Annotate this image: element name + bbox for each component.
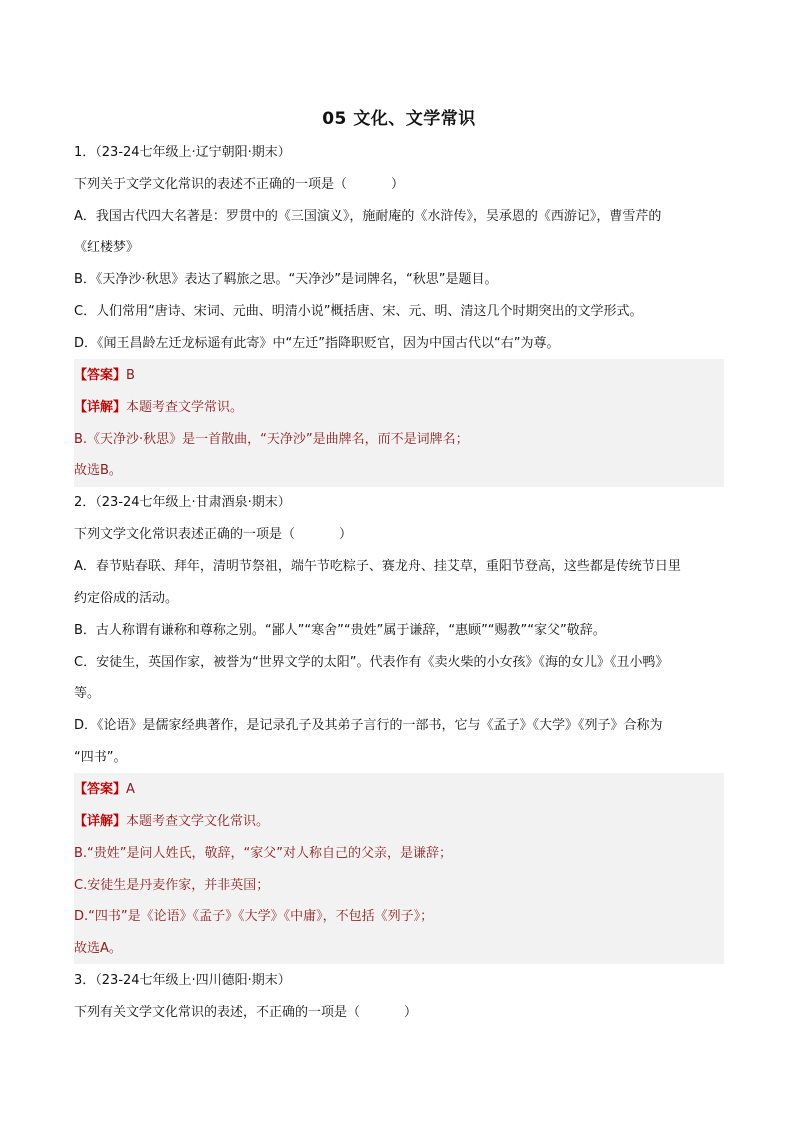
- question-1-option-c: C．人们常用“唐诗、宋词、元曲、明清小说”概括唐、宋、元、明、清这几个时期突出的文学形式。: [74, 304, 643, 319]
- question-2-detail: 【详解】本题考查文学文化常识。: [74, 814, 270, 829]
- question-2-option-c-cont: 等。: [74, 686, 101, 701]
- question-1-option-b: B．《天净沙·秋思》表达了羁旅之思。“天净沙”是词牌名，“秋思”是题目。: [74, 272, 498, 287]
- question-1-answer: 【答案】B: [74, 368, 135, 383]
- question-1-header: 1．（23-24七年级上·辽宁朝阳·期末）: [74, 145, 291, 160]
- question-2-option-a-cont: 约定俗成的活动。: [74, 591, 179, 606]
- question-2-explain-d: D.“四书”是《论语》《孟子》《大学》《中庸》，不包括《列子》；: [74, 909, 434, 924]
- question-2-answer: 【答案】A: [74, 782, 135, 797]
- question-1-option-a: A．我国古代四大名著是：罗贯中的《三国演义》，施耐庵的《水浒传》，吴承恩的《西游记》，曹雪芹的: [74, 209, 662, 224]
- question-1-stem: 下列关于文学文化常识的表述不正确的一项是（ ）: [74, 177, 405, 192]
- question-1-option-d: D．《闻王昌龄左迁龙标遥有此寄》中“左迁”指降职贬官，因为中国古代以“右”为尊。: [74, 336, 560, 351]
- question-2-option-c: C．安徒生，英国作家，被誉为“世界文学的太阳”。代表作有《卖火柴的小女孩》《海的女儿》《丑小鸭》: [74, 655, 669, 670]
- question-1-conclusion: 故选B。: [74, 463, 122, 478]
- question-1-option-a-cont: 《红楼梦》: [74, 240, 140, 255]
- question-2-option-d-cont: “四书”。: [74, 750, 127, 765]
- question-2-stem: 下列文学文化常识表述正确的一项是（ ）: [74, 527, 353, 542]
- question-2-answer-block: [74, 773, 724, 964]
- question-2-option-a: A．春节贴春联、拜年，清明节祭祖，端午节吃粽子、赛龙舟、挂艾草，重阳节登高，这些都是传统节日里: [74, 559, 681, 574]
- question-3-header: 3．（23-24七年级上·四川德阳·期末）: [74, 973, 291, 988]
- question-2-header: 2．（23-24七年级上·甘肃酒泉·期末）: [74, 495, 291, 510]
- page-title: 05 文化、文学常识: [322, 109, 476, 129]
- question-2-explain-c: C.安徒生是丹麦作家，并非英国；: [74, 878, 270, 893]
- question-2-conclusion: 故选A。: [74, 941, 122, 956]
- question-1-explain-b: B.《天净沙·秋思》是一首散曲，“天净沙”是曲牌名，而不是词牌名；: [74, 432, 469, 447]
- question-1-detail: 【详解】本题考查文学常识。: [74, 400, 244, 415]
- question-2-explain-b: B.“贵姓”是问人姓氏，敬辞，“家父”对人称自己的父亲，是谦辞；: [74, 846, 452, 861]
- question-2-option-d: D．《论语》是儒家经典著作，是记录孔子及其弟子言行的一部书，它与《孟子》《大学》《列子》合称为: [74, 718, 663, 733]
- question-2-option-b: B．古人称谓有谦称和尊称之别。“鄙人”“寒舍”“贵姓”属于谦辞，“惠顾”“赐教”“家父”敬辞。: [74, 623, 606, 638]
- question-1-answer-block: [74, 359, 724, 487]
- question-3-stem: 下列有关文学文化常识的表述，不正确的一项是（ ）: [74, 1005, 418, 1020]
